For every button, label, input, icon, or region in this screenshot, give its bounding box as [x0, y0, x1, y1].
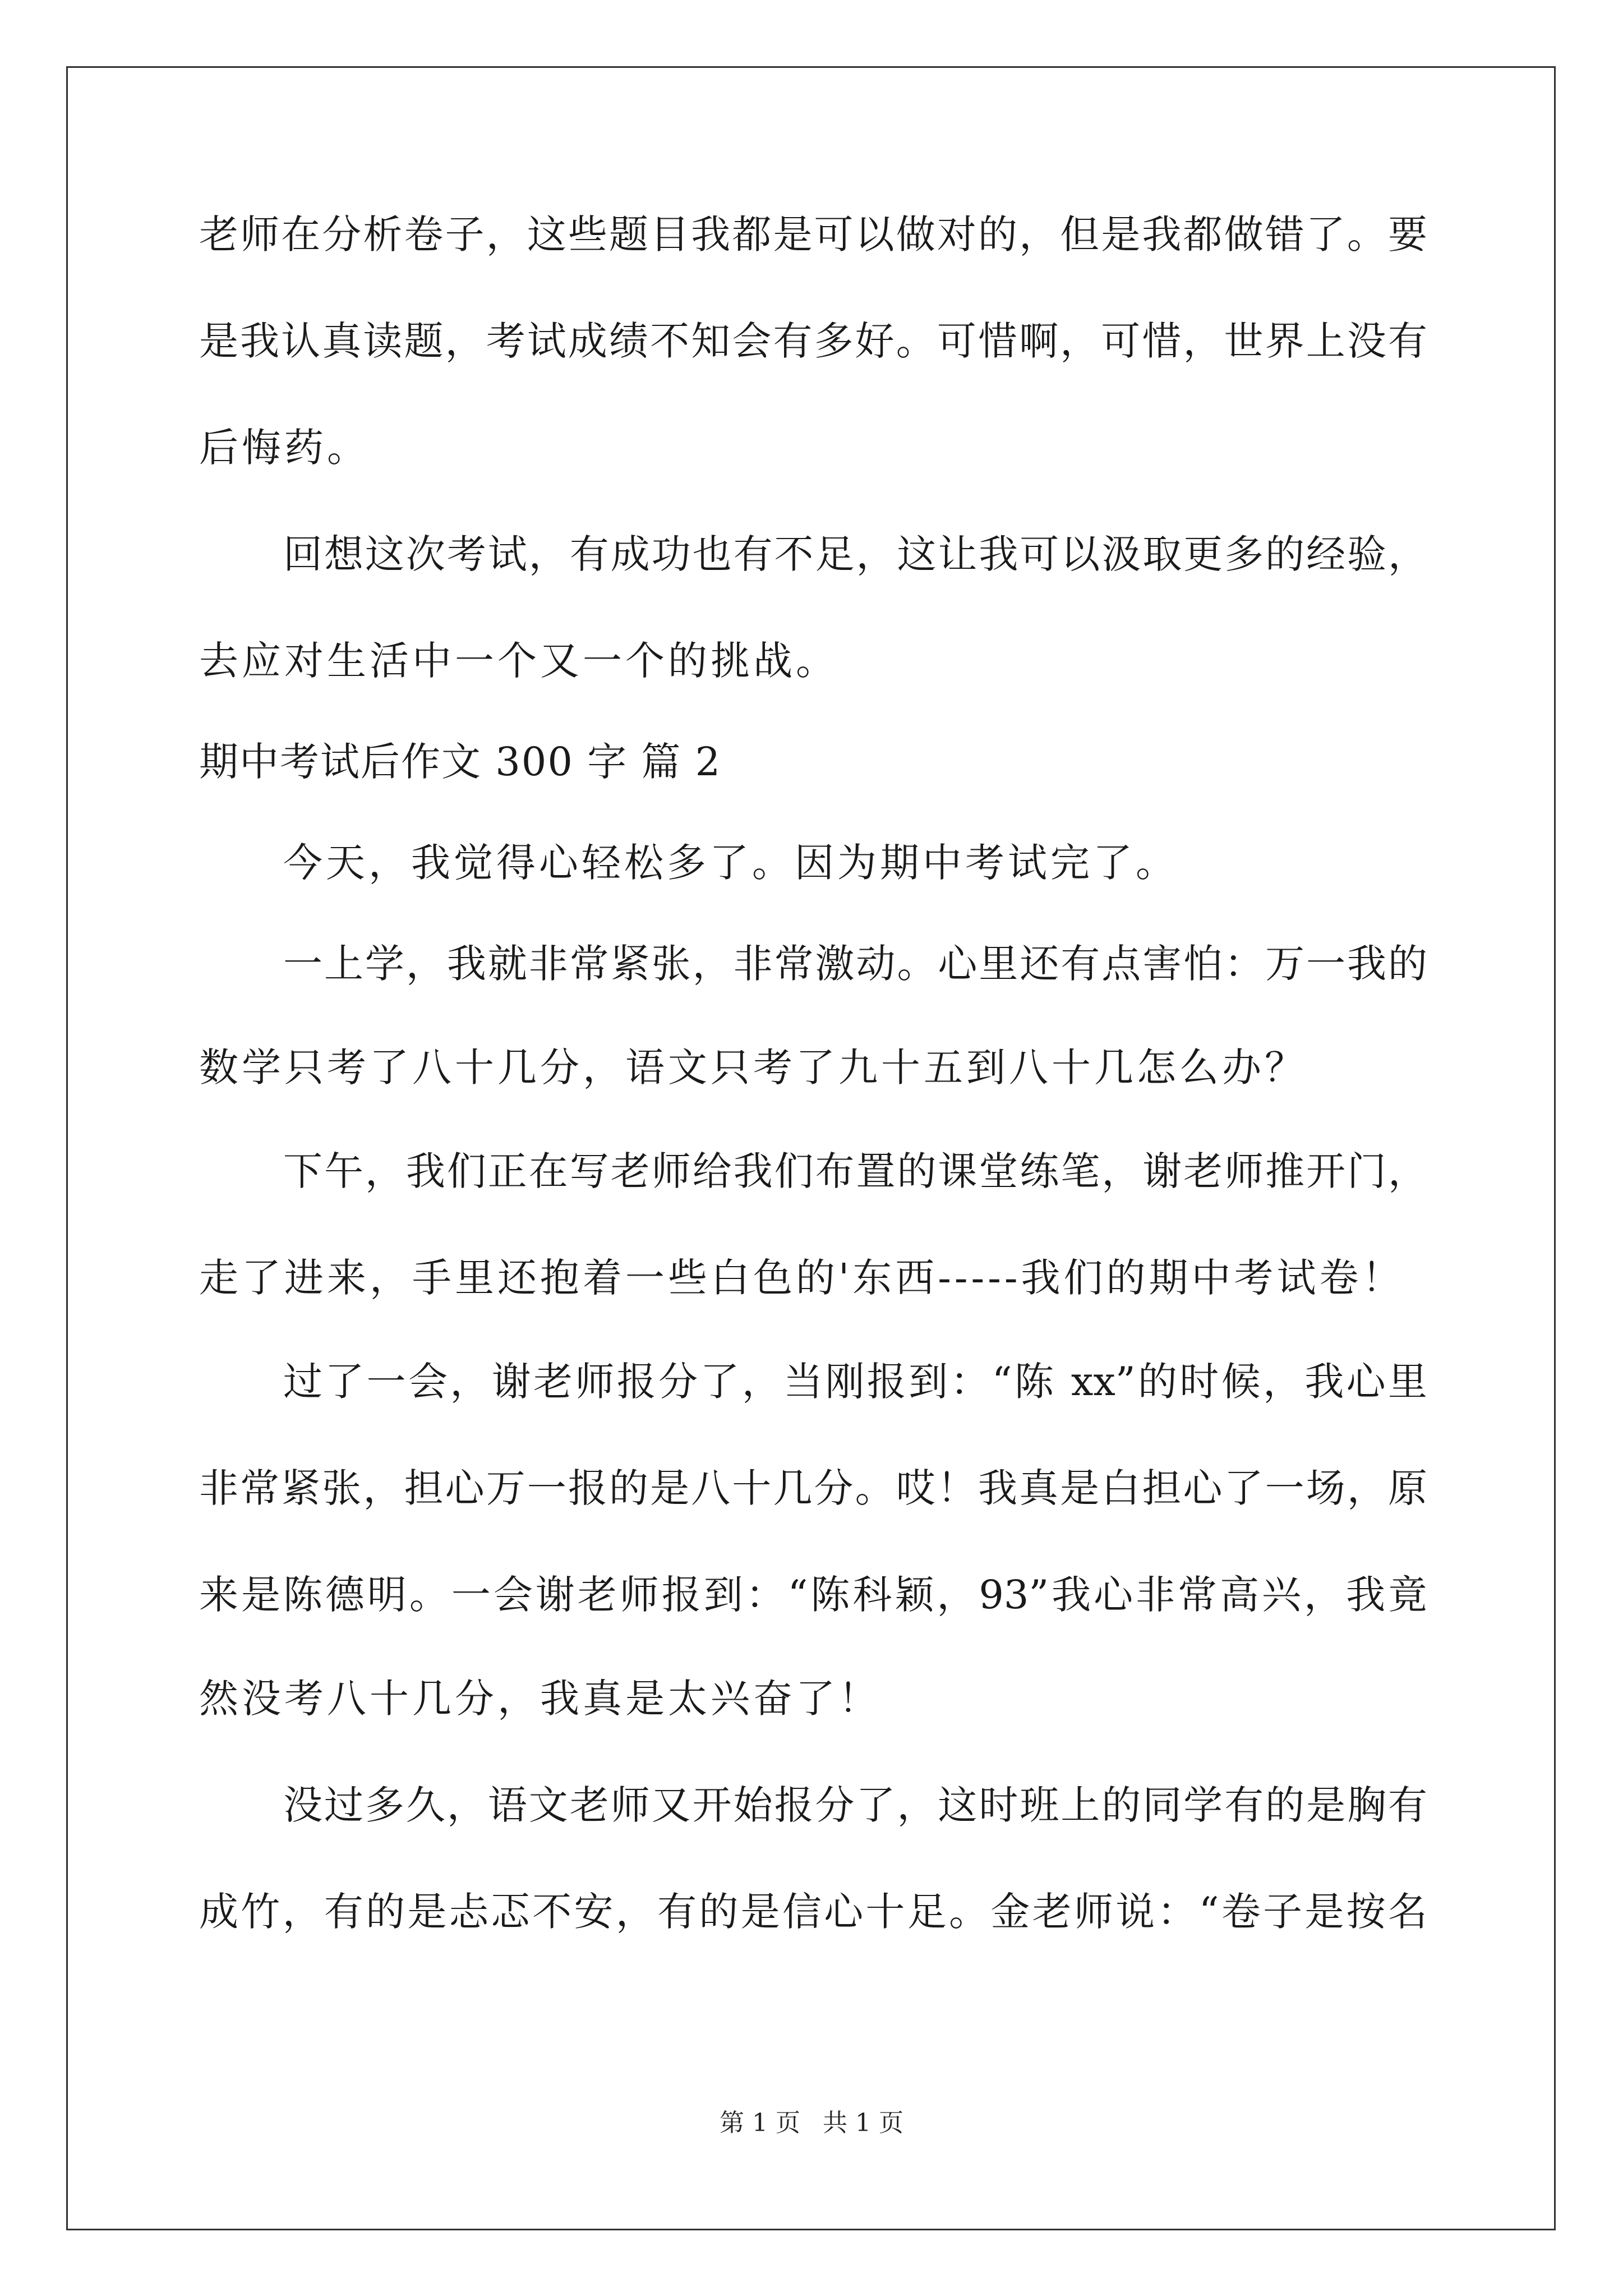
text-line: 是我认真读题，考试成绩不知会有多好。可惜啊，可惜，世界上没有: [199, 318, 1427, 364]
text-line: 成竹，有的是忐忑不安，有的是信心十足。金老师说：“卷子是按名: [199, 1889, 1427, 1935]
paragraph-start-line: 下午，我们正在写老师给我们布置的课堂练笔，谢老师推开门，: [283, 1148, 1427, 1194]
text-line: 数学只考了八十几分，语文只考了九十五到八十几怎么办？: [199, 1045, 1307, 1091]
text-line: 非常紧张，担心万一报的是八十几分。哎！我真是白担心了一场，原: [199, 1465, 1427, 1511]
paragraph-start-line: 回想这次考试，有成功也有不足，这让我可以汲取更多的经验，: [283, 531, 1427, 577]
paragraph-start-line: 今天，我觉得心轻松多了。因为期中考试完了。: [283, 840, 1178, 886]
page-number: 第 1 页: [720, 2109, 800, 2137]
text-line: 然没考八十几分，我真是太兴奋了！: [199, 1676, 881, 1722]
text-line: 老师在分析卷子，这些题目我都是可以做对的，但是我都做错了。要: [199, 211, 1427, 257]
text-line: 去应对生活中一个又一个的挑战。: [199, 638, 838, 684]
page-footer: [0, 2106, 1623, 2140]
page-total: 共 1 页: [823, 2109, 903, 2137]
text-line: 后悔药。: [199, 425, 370, 471]
paragraph-start-line: 没过多久，语文老师又开始报分了，这时班上的同学有的是胸有: [283, 1782, 1427, 1828]
paragraph-start-line: 一上学，我就非常紧张，非常激动。心里还有点害怕：万一我的: [283, 941, 1427, 987]
text-line: 来是陈德明。一会谢老师报到：“陈科颖，93”我心非常高兴，我竟: [199, 1572, 1427, 1618]
section-heading: 期中考试后作文 300 字 篇 2: [199, 739, 722, 785]
paragraph-start-line: 过了一会，谢老师报分了，当刚报到：“陈 xx”的时候，我心里: [283, 1359, 1427, 1405]
text-line: 走了进来，手里还抱着一些白色的'东西-----我们的期中考试卷！: [199, 1255, 1405, 1301]
